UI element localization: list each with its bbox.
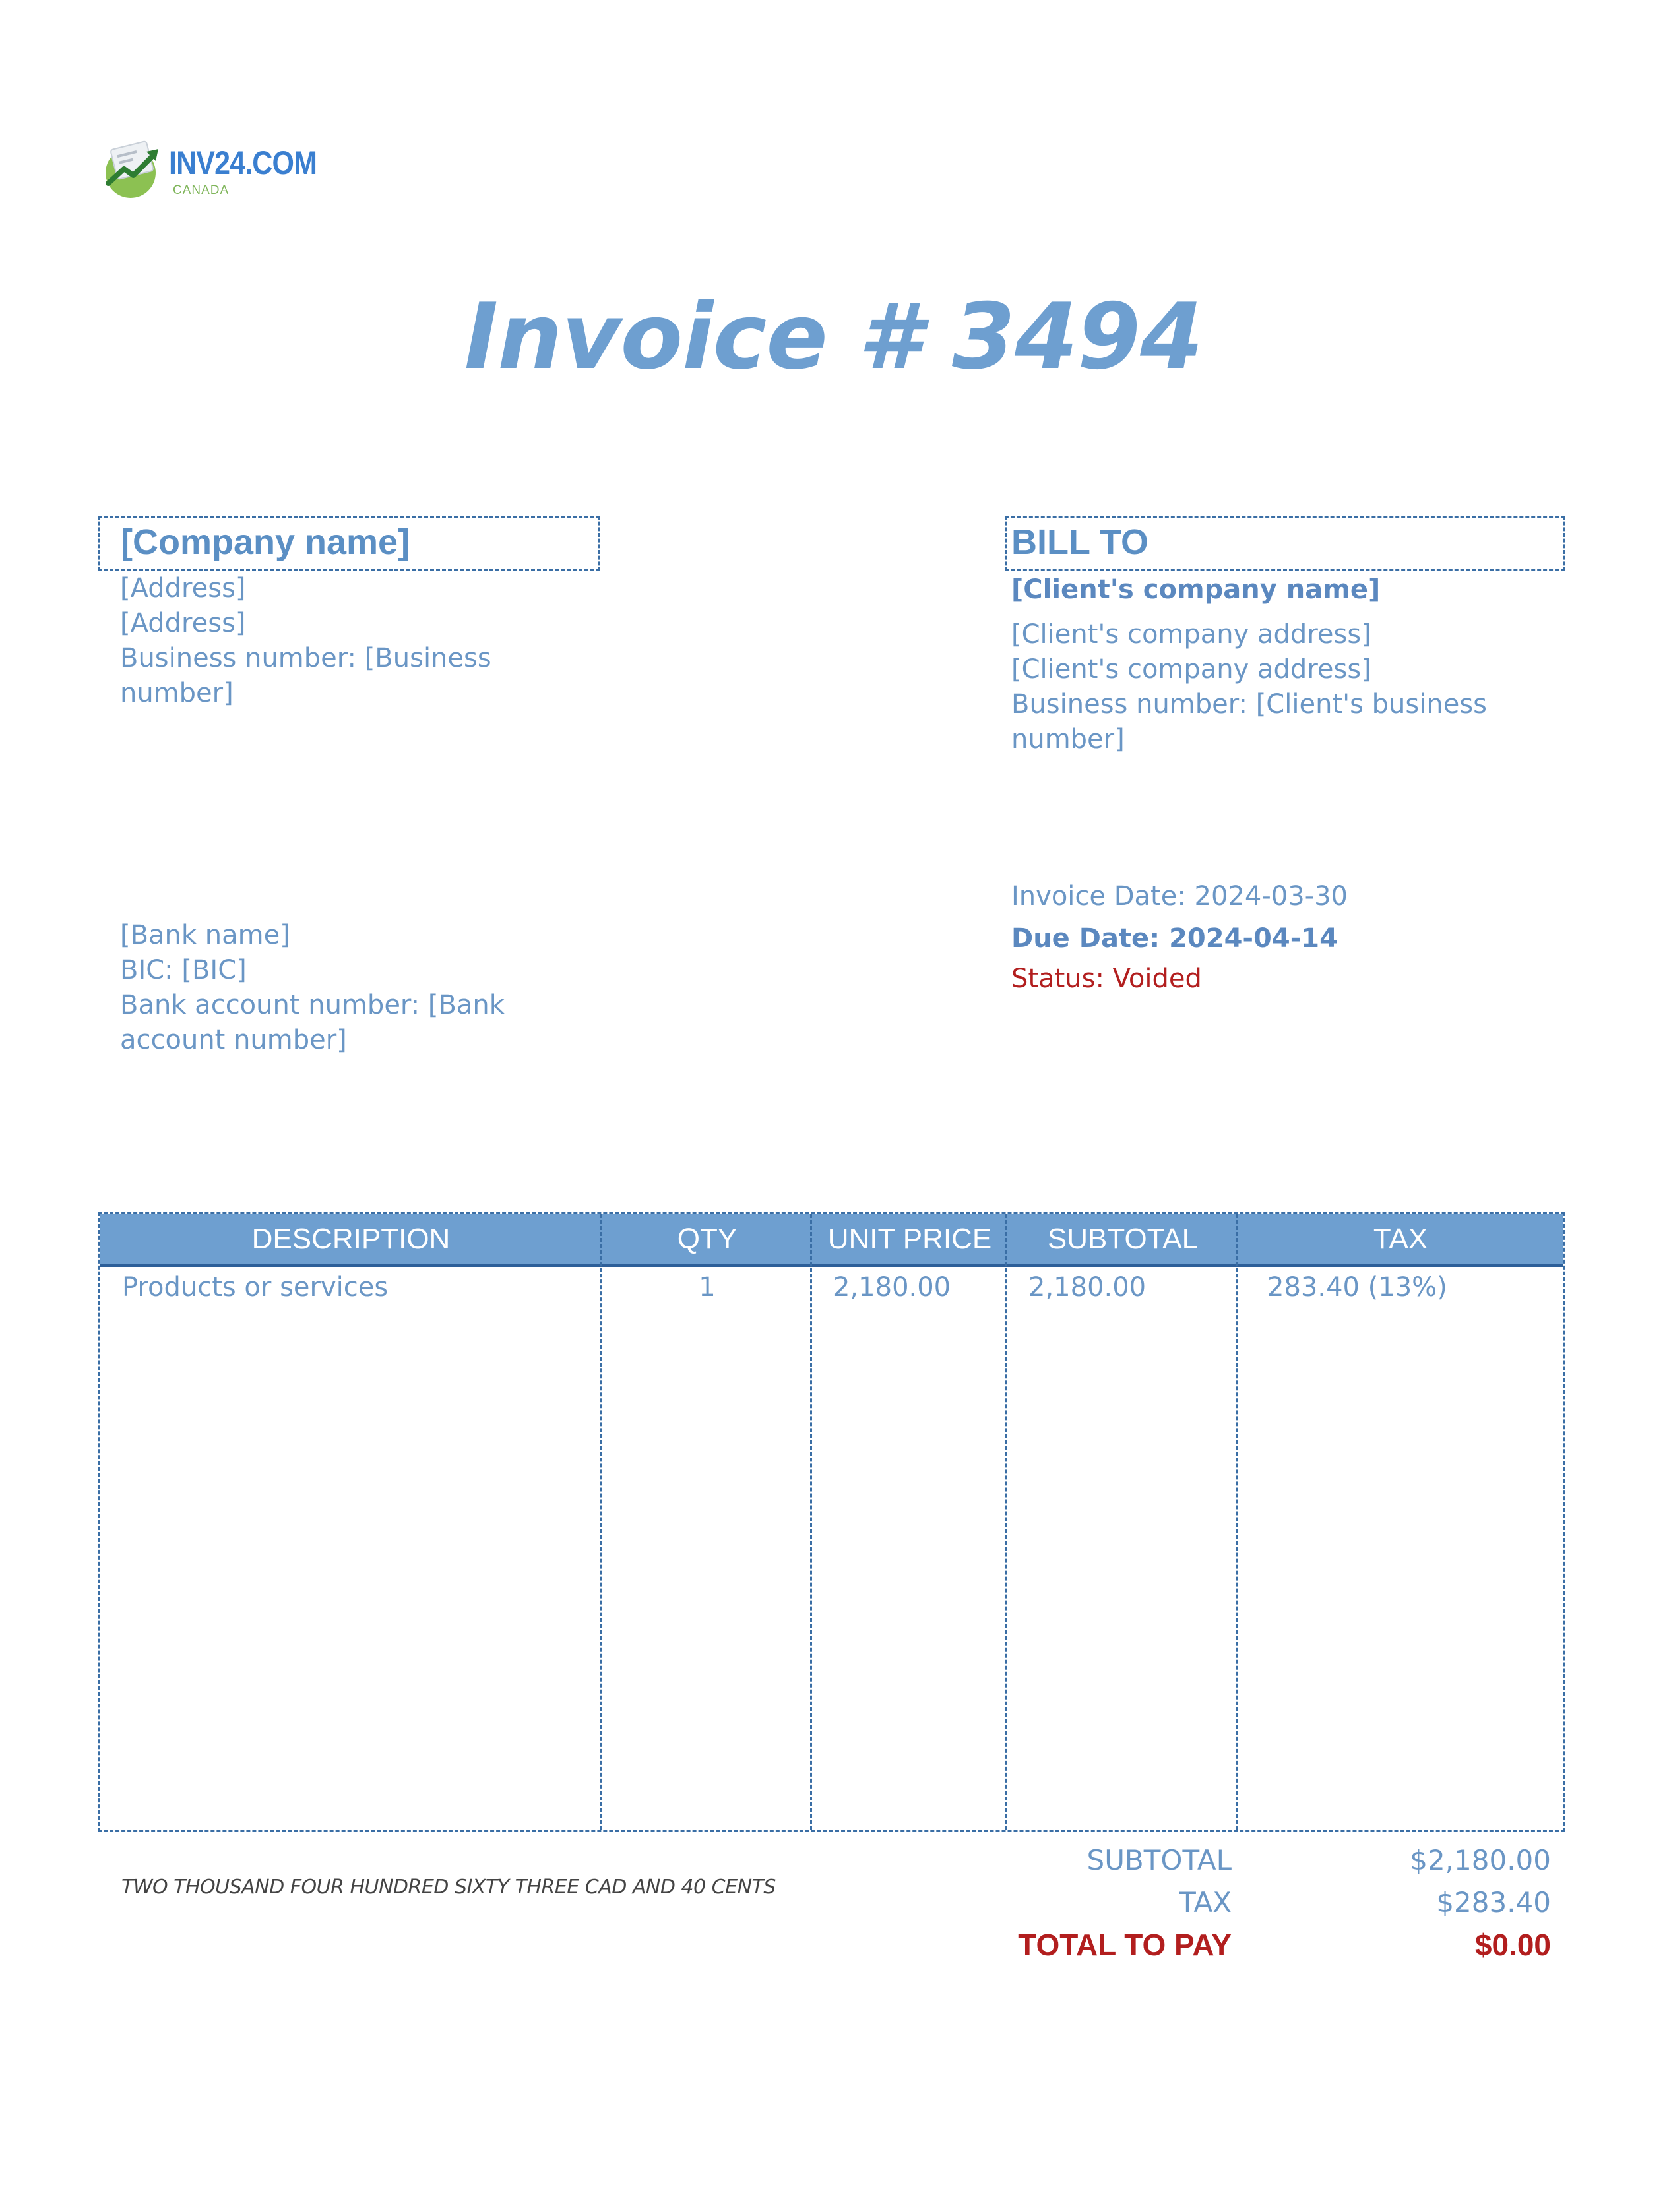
client-business-number-line: Business number: [Client's business xyxy=(1011,689,1487,720)
column-divider xyxy=(1005,1214,1007,1830)
cell-tax: 283.40 (13%) xyxy=(1267,1272,1447,1303)
bill-to-box xyxy=(1005,516,1565,571)
bank-name: [Bank name] xyxy=(120,920,290,950)
subtotal-label: SUBTOTAL xyxy=(1086,1844,1232,1876)
header-unit-price: UNIT PRICE xyxy=(827,1223,992,1255)
bank-account-line: account number] xyxy=(120,1025,347,1055)
table-header xyxy=(100,1214,1563,1267)
client-address-line: [Client's company address] xyxy=(1011,619,1371,650)
logo-subtitle: CANADA xyxy=(173,183,230,197)
seller-address-block xyxy=(120,571,491,711)
invoice-dates-block xyxy=(1011,875,1348,998)
bank-bic: BIC: [BIC] xyxy=(120,955,247,985)
header-tax: TAX xyxy=(1373,1223,1428,1255)
seller-address-line: [Address] xyxy=(120,608,246,638)
column-divider xyxy=(810,1214,812,1830)
header-description: DESCRIPTION xyxy=(251,1223,451,1255)
column-divider xyxy=(600,1214,602,1830)
tax-value: $283.40 xyxy=(1436,1886,1551,1919)
due-date: Due Date: 2024-04-14 xyxy=(1011,923,1338,954)
company-name: [Company name] xyxy=(121,522,410,562)
cell-subtotal: 2,180.00 xyxy=(1028,1272,1147,1303)
logo xyxy=(99,140,317,199)
logo-brand: INV24.COM xyxy=(169,144,317,181)
company-name-box xyxy=(98,516,600,571)
seller-address-line: [Address] xyxy=(120,573,246,603)
status-badge: Status: Voided xyxy=(1011,964,1202,994)
bank-account-line: Bank account number: [Bank xyxy=(120,990,505,1020)
header-qty: QTY xyxy=(677,1223,738,1255)
tax-label: TAX xyxy=(1179,1886,1232,1919)
seller-business-number-line: number] xyxy=(120,678,234,708)
client-address-line: [Client's company address] xyxy=(1011,654,1371,685)
header-subtotal: SUBTOTAL xyxy=(1047,1223,1199,1255)
bill-to-heading: BILL TO xyxy=(1011,522,1149,562)
invoice-title: Invoice # 3494 xyxy=(464,284,1203,390)
cell-unit-price: 2,180.00 xyxy=(833,1272,951,1303)
client-business-number-line: number] xyxy=(1011,724,1125,754)
items-table xyxy=(98,1212,1565,1832)
bank-details-block xyxy=(120,918,505,1058)
logo-chart-icon xyxy=(99,140,168,199)
column-divider xyxy=(1236,1214,1238,1830)
total-label: TOTAL TO PAY xyxy=(1018,1928,1232,1962)
total-value: $0.00 xyxy=(1474,1928,1551,1962)
client-address-block xyxy=(1011,617,1487,757)
seller-business-number-line: Business number: [Business xyxy=(120,643,491,673)
invoice-date: Invoice Date: 2024-03-30 xyxy=(1011,881,1348,911)
client-company-name: [Client's company name] xyxy=(1011,574,1381,605)
amount-in-words: TWO THOUSAND FOUR HUNDRED SIXTY THREE CAD AND 40 CENTS xyxy=(121,1876,776,1899)
cell-qty: 1 xyxy=(699,1272,716,1303)
cell-description: Products or services xyxy=(122,1272,389,1303)
subtotal-value: $2,180.00 xyxy=(1410,1844,1551,1876)
